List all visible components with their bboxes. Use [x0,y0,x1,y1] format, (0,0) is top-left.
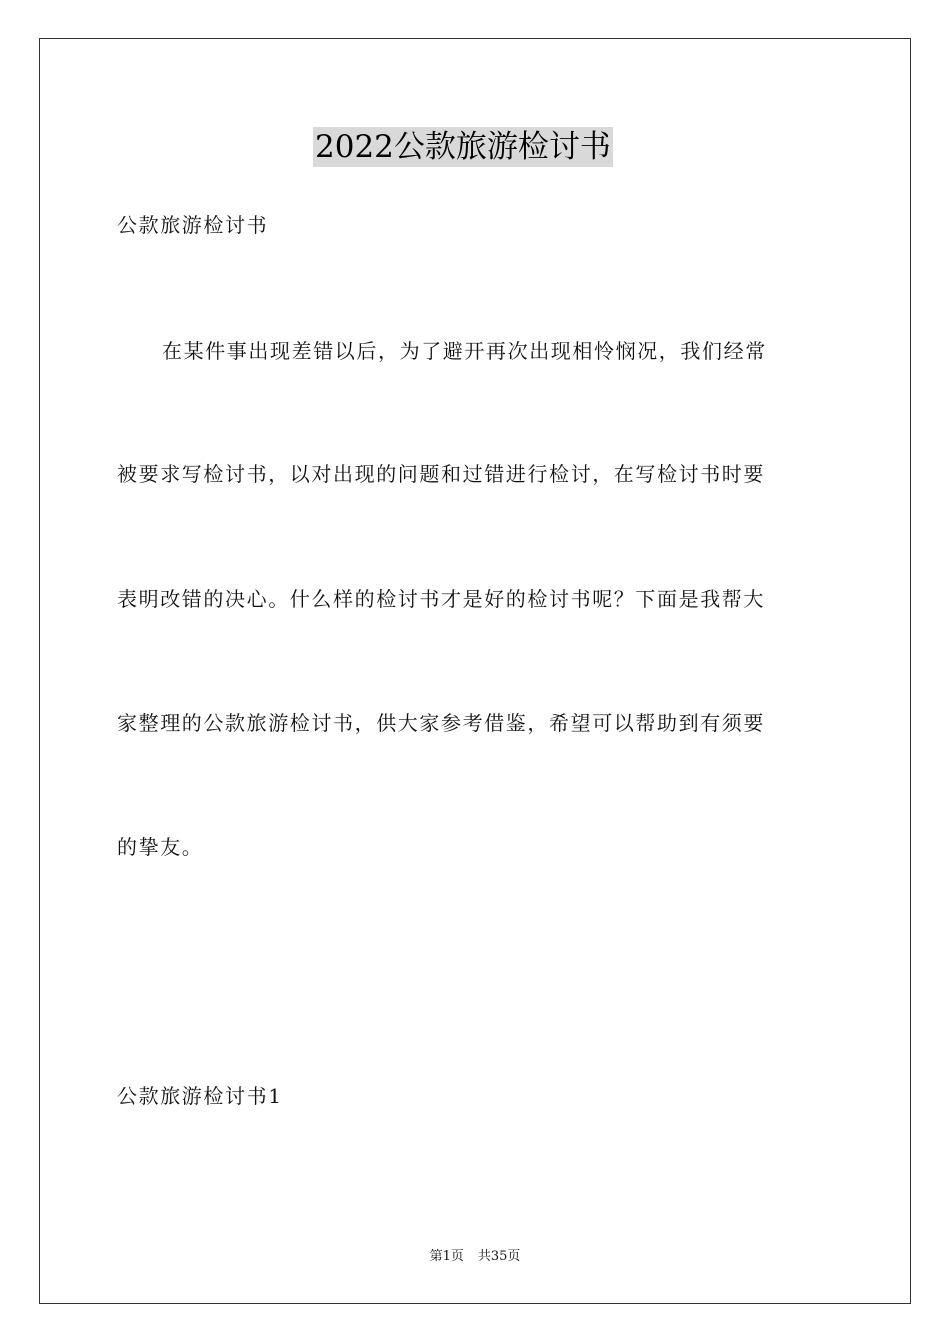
intro-line-4: 家整理的公款旅游检讨书，供大家参考借鉴，希望可以帮助到有须要 [117,711,765,735]
document-title: 2022公款旅游检讨书 [315,129,611,165]
page-total: 共35页 [477,1249,521,1264]
intro-line-5: 的挚友。 [117,835,204,859]
page-footer [0,1248,950,1266]
intro-line-2: 被要求写检讨书，以对出现的问题和过错进行检讨，在写检讨书时要 [117,462,765,486]
intro-line-1: 在某件事出现差错以后，为了避开再次出现相怜悯况，我们经常 [162,339,767,363]
page-number: 第1页 [429,1249,464,1264]
section-heading: 公款旅游检讨书1 [117,1084,283,1108]
intro-line-3: 表明改错的决心。什么样的检讨书才是好的检讨书呢？下面是我帮大 [117,587,765,611]
document-subtitle: 公款旅游检讨书 [117,213,269,237]
